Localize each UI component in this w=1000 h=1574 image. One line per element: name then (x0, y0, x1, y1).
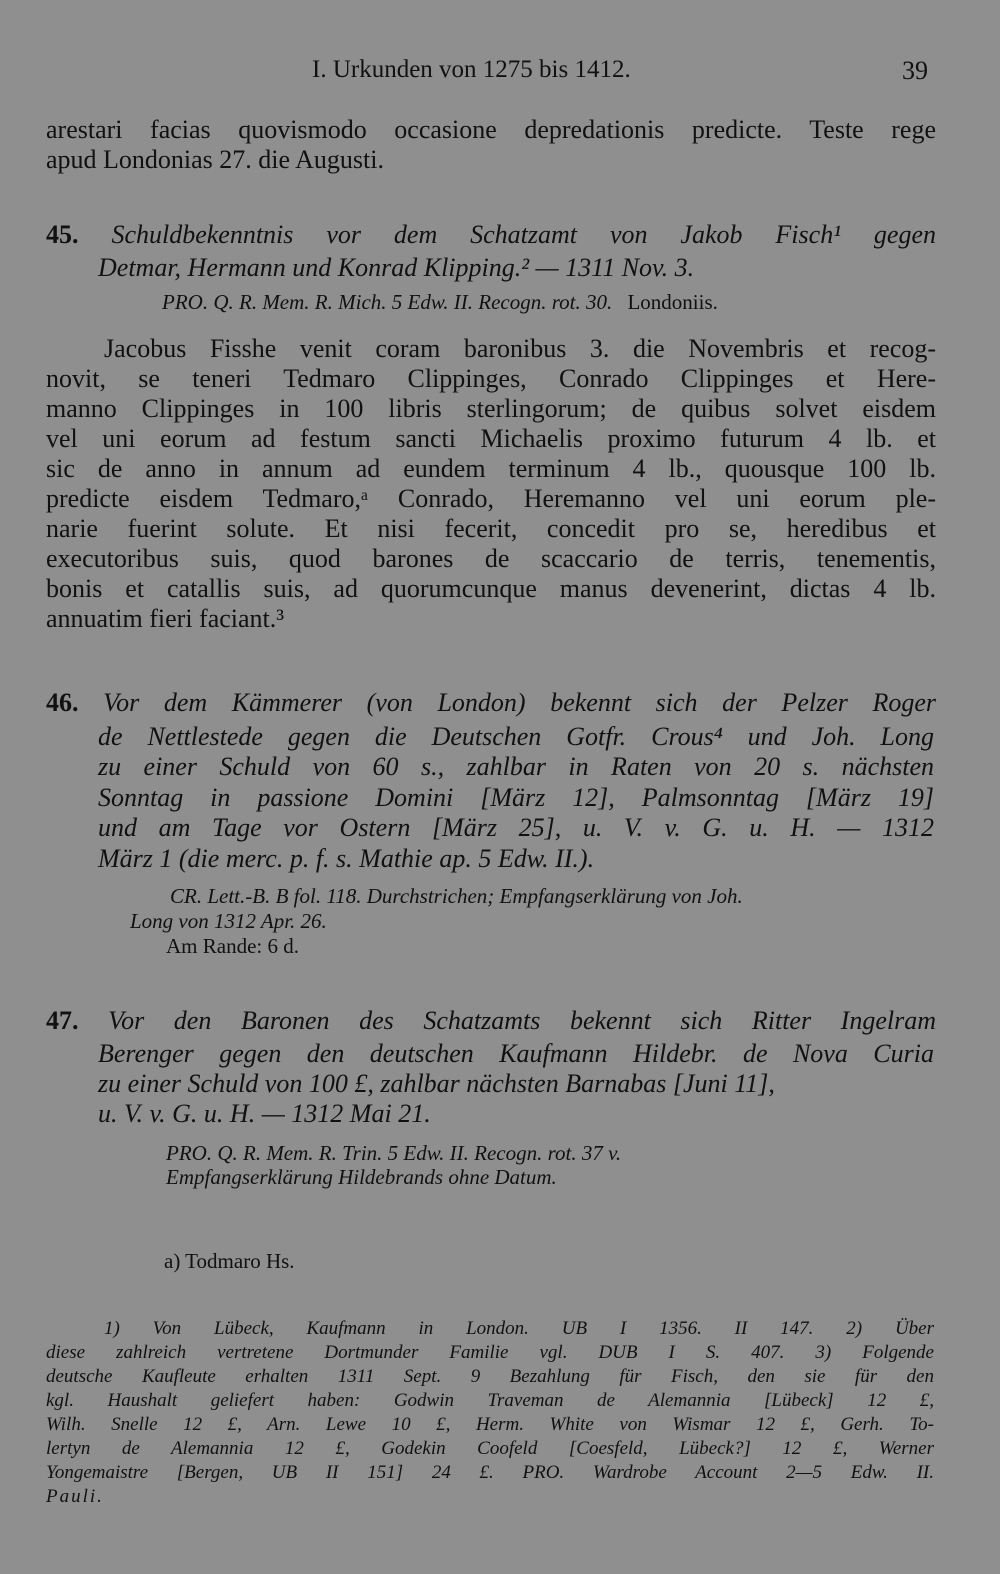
source-citation: PRO. Q. R. Mem. R. Mich. 5 Edw. II. Recogn. rot. 30. (162, 290, 613, 314)
footnote-line: Yongemaistre [Bergen, UB II 151] 24 £. PRO. Wardrobe Account 2—5 Edw. II. (46, 1462, 934, 1483)
entry-source: Empfangserklärung Hildebrands ohne Datum. (166, 1165, 557, 1189)
footnote-line: diese zahlreich vertretene Dortmunder Familie vgl. DUB I S. 407. 3) Folgende (46, 1342, 934, 1363)
entry-heading: u. V. v. G. u. H. — 1312 Mai 21. (98, 1099, 431, 1128)
body-line: vel uni eorum ad festum sancti Michaelis proximo futurum 4 lb. et (46, 424, 936, 453)
entry-number: 45. (46, 220, 79, 249)
body-line: sic de anno in annum ad eundem terminum 4 lb., quousque 100 lb. (46, 454, 936, 483)
entry-source: Long von 1312 Apr. 26. (130, 909, 327, 933)
footnote-line: 1) Von Lübeck, Kaufmann in London. UB I 1356. II 147. 2) Über (104, 1318, 934, 1339)
variant-note: a) Todmaro Hs. (164, 1249, 295, 1273)
footnote-line: kgl. Haushalt geliefert haben: Godwin Traveman de Alemannia [Lübeck] 12 £, (46, 1390, 934, 1411)
page-number: 39 (902, 56, 928, 85)
entry-47 (46, 1008, 936, 1034)
entry-source (162, 290, 718, 315)
entry-45 (46, 222, 936, 248)
entry-number: 46. (46, 688, 79, 717)
entry-heading: Detmar, Hermann und Konrad Klipping.² — 1311 Nov. 3. (98, 253, 695, 282)
entry-heading: Schuldbekenntnis vor dem Schatzamt von Jakob Fisch¹ gegen (111, 220, 936, 249)
entry-source: CR. Lett.-B. B fol. 118. Durchstrichen; Empfangserklärung von Joh. (170, 884, 743, 908)
entry-heading: und am Tage vor Ostern [März 25], u. V. v. G. u. H. — 1312 (98, 813, 934, 842)
entry-heading: de Nettlestede gegen die Deutschen Gotfr. Crous⁴ und Joh. Long (98, 722, 934, 751)
entry-heading: Vor dem Kämmerer (von London) bekennt sich der Pelzer Roger (103, 688, 937, 717)
source-place: Londoniis. (627, 290, 718, 314)
body-line: bonis et catallis suis, ad quorumcunque manus devenerint, dictas 4 lb. (46, 574, 936, 603)
entry-heading: zu einer Schuld von 60 s., zahlbar in Raten von 20 s. nächsten (98, 752, 934, 781)
footnote-line: Pauli. (46, 1486, 104, 1507)
footnote-line: Wilh. Snelle 12 £, Arn. Lewe 10 £, Herm. White von Wismar 12 £, Gerh. To- (46, 1414, 934, 1435)
body-line: executoribus suis, quod barones de scaccario de terris, tenementis, (46, 544, 936, 573)
body-line: predicte eisdem Tedmaro,ᵃ Conrado, Heremanno vel uni eorum ple- (46, 484, 936, 513)
footnote-line: deutsche Kaufleute erhalten 1311 Sept. 9 Bezahlung für Fisch, den sie für den (46, 1366, 934, 1387)
footnote-line: lertyn de Alemannia 12 £, Godekin Coofeld [Coesfeld, Lübeck?] 12 £, Werner (46, 1438, 934, 1459)
entry-source: PRO. Q. R. Mem. R. Trin. 5 Edw. II. Recogn. rot. 37 v. (166, 1141, 622, 1165)
body-line: narie fuerint solute. Et nisi fecerit, concedit pro se, heredibus et (46, 514, 936, 543)
body-line: manno Clippinges in 100 libris sterlingorum; de quibus solvet eisdem (46, 394, 936, 423)
running-title: I. Urkunden von 1275 bis 1412. (312, 56, 631, 83)
entry-number: 47. (46, 1006, 79, 1035)
entry-heading: März 1 (die merc. p. f. s. Mathie ap. 5 Edw. II.). (98, 844, 595, 873)
body-line: Jacobus Fisshe venit coram baronibus 3. die Novembris et recog- (104, 334, 936, 363)
entry-heading: Sonntag in passione Domini [März 12], Palmsonntag [März 19] (98, 783, 934, 812)
body-line: annuatim fieri faciant.³ (46, 604, 285, 633)
continuation-line: arestari facias quovismodo occasione depredationis predicte. Teste rege (46, 115, 936, 144)
entry-46 (46, 690, 936, 716)
continuation-line: apud Londonias 27. die Augusti. (46, 145, 384, 174)
entry-heading: Berenger gegen den deutschen Kaufmann Hildebr. de Nova Curia (98, 1039, 934, 1068)
entry-heading: zu einer Schuld von 100 £, zahlbar nächsten Barnabas [Juni 11], (98, 1069, 775, 1098)
body-line: novit, se teneri Tedmaro Clippinges, Conrado Clippinges et Here- (46, 364, 936, 393)
entry-heading: Vor den Baronen des Schatzamts bekennt sich Ritter Ingelram (108, 1006, 936, 1035)
entry-source: Am Rande: 6 d. (166, 934, 299, 958)
